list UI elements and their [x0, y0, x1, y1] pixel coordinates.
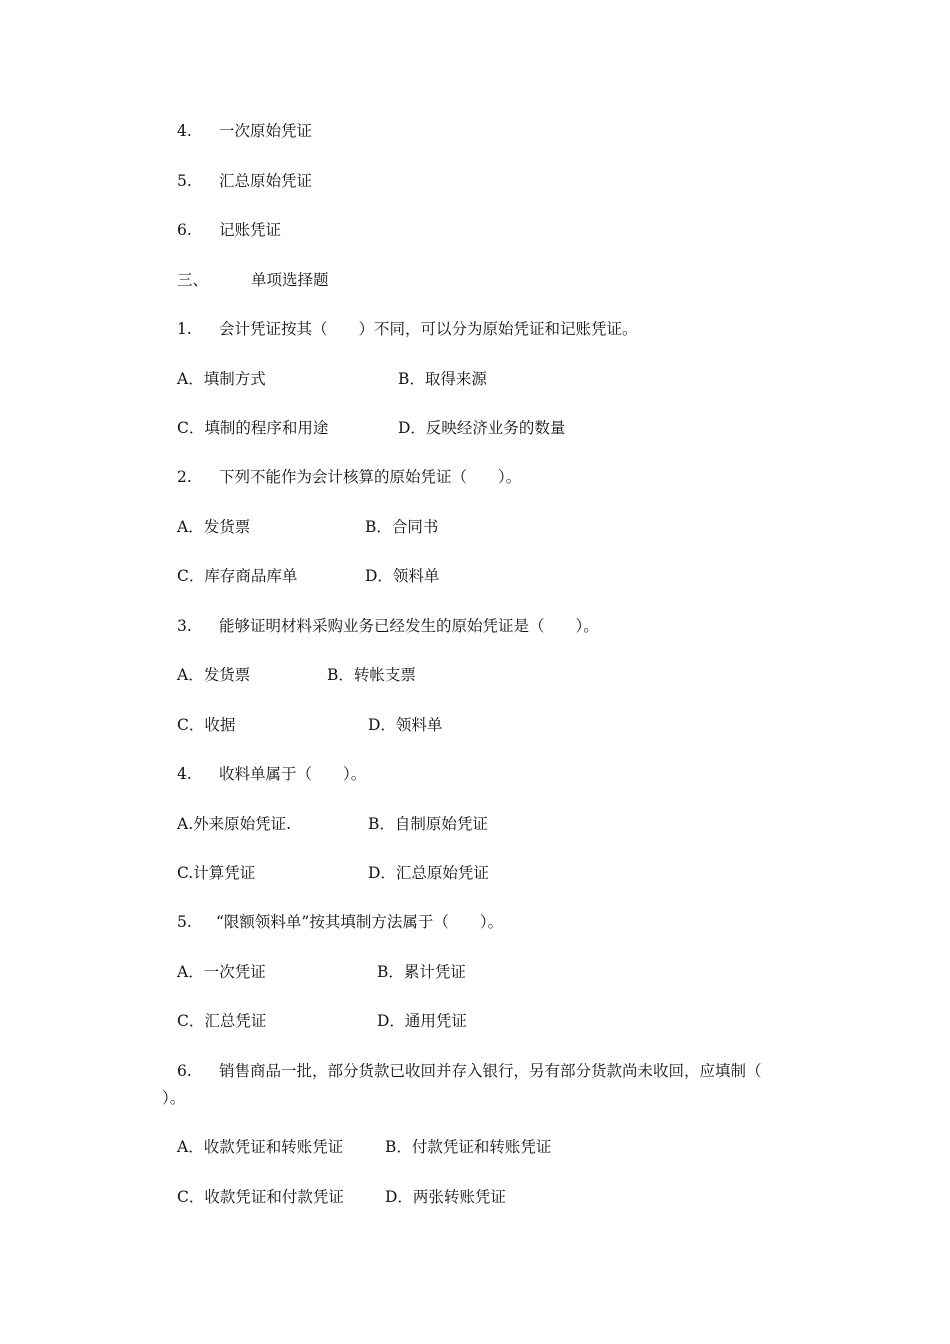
item-text: 汇总原始凭证 — [219, 172, 313, 190]
option-a: A．收款凭证和转账凭证 — [177, 1138, 344, 1156]
question-text: 收料单属于（ ）。 — [219, 765, 367, 783]
question-number: 6. — [177, 1062, 192, 1080]
item-number: 5. — [177, 172, 192, 190]
option-d: D．两张转账凭证 — [385, 1188, 506, 1206]
option-a: A．发货票 — [177, 666, 251, 684]
option-c: C．库存商品库单 — [177, 567, 298, 585]
option-d: D．领料单 — [365, 567, 440, 585]
option-d: D．领料单 — [368, 716, 443, 734]
option-d: D．通用凭证 — [377, 1012, 467, 1030]
option-a: A.外来原始凭证. — [177, 815, 292, 833]
option-d: D．反映经济业务的数量 — [398, 419, 566, 437]
question-number: 4. — [177, 765, 192, 783]
question-number: 2. — [177, 468, 192, 486]
question-text: 销售商品一批，部分货款已收回并存入银行，另有部分货款尚未收回，应填制（ — [219, 1062, 762, 1080]
section-number: 三、 — [177, 271, 209, 289]
option-b: B．转帐支票 — [327, 666, 416, 684]
option-a: A．一次凭证 — [177, 963, 266, 981]
option-c: C．收款凭证和付款凭证 — [177, 1188, 344, 1206]
option-c: C．填制的程序和用途 — [177, 419, 329, 437]
question-number: 3. — [177, 617, 192, 635]
option-c: C．收据 — [177, 716, 236, 734]
option-d: D．汇总原始凭证 — [368, 864, 489, 882]
item-number: 6. — [177, 221, 192, 239]
option-b: B．合同书 — [365, 518, 439, 536]
question-text-continued: ）。 — [162, 1089, 186, 1107]
option-b: B．累计凭证 — [377, 963, 466, 981]
option-b: B．自制原始凭证 — [368, 815, 488, 833]
option-c: C.计算凭证 — [177, 864, 256, 882]
option-c: C．汇总凭证 — [177, 1012, 267, 1030]
question-number: 1. — [177, 320, 192, 338]
question-text: 能够证明材料采购业务已经发生的原始凭证是（ ）。 — [219, 617, 599, 635]
item-number: 4. — [177, 122, 192, 140]
option-a: A．填制方式 — [177, 370, 266, 388]
option-b: B．取得来源 — [398, 370, 487, 388]
section-title: 单项选择题 — [251, 271, 329, 289]
item-text: 记账凭证 — [219, 221, 282, 239]
option-b: B．付款凭证和转账凭证 — [385, 1138, 552, 1156]
item-text: 一次原始凭证 — [219, 122, 313, 140]
option-a: A．发货票 — [177, 518, 251, 536]
question-text: 下列不能作为会计核算的原始凭证（ ）。 — [219, 468, 522, 486]
question-number: 5. — [177, 913, 192, 931]
question-text: “限额领料单”按其填制方法属于（ ）。 — [216, 913, 504, 931]
question-text: 会计凭证按其（ ）不同，可以分为原始凭证和记账凭证。 — [219, 320, 638, 338]
